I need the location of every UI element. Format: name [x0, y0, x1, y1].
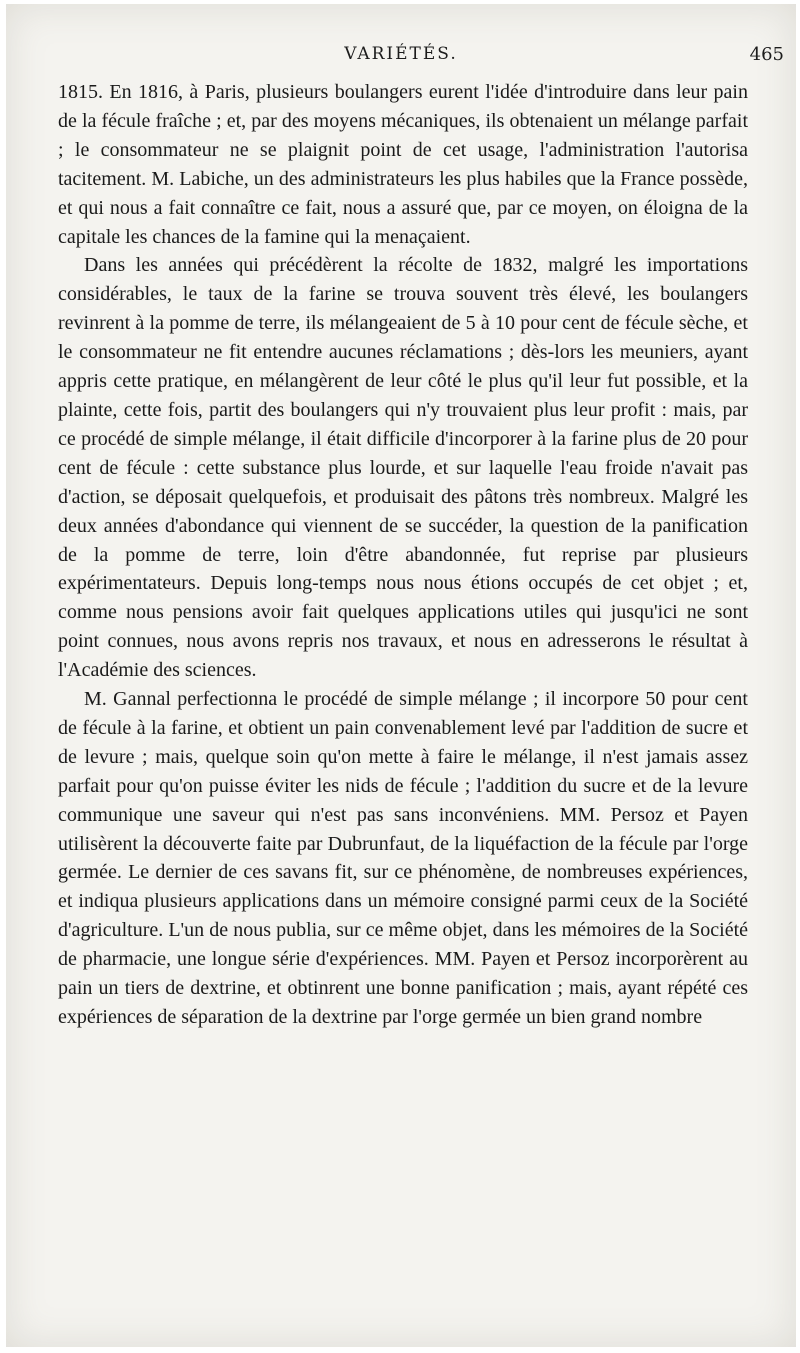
running-head: VARIÉTÉS. — [344, 44, 458, 64]
page-number: 465 — [749, 44, 784, 65]
paragraph-3: M. Gannal perfectionna le procédé de simple mélange ; il incorpore 50 pour cent de fécule à la farine, et obtient un pain convenablement levé par l'addition de sucre et de levure ; mais, quelque soin qu'on mette à faire le mélange, il n'est jamais assez parfait pour qu'on puisse éviter les nids de fécule ; l'addition du sucre et de la levure communique une saveur qui n'est pas sans inconvéniens. MM. Persoz et Payen utilisèrent la découverte faite par Dubrunfaut, de la liquéfaction de la fécule par l'orge germée. Le dernier de ces savans fit, sur ce phénomène, de nombreuses expériences, et indiqua plusieurs applications dans un mémoire consigné parmi ceux de la Société d'agriculture. L'un de nous publia, sur ce même objet, dans les mémoires de la Société de pharmacie, une longue série d'expériences. MM. Payen et Persoz incorporèrent au pain un tiers de dextrine, et obtinrent une bonne panification ; mais, ayant répété ces expériences de séparation de la dextrine par l'orge germée un bien grand nombre — [58, 688, 748, 1028]
paragraph-1: 1815. En 1816, à Paris, plusieurs boulangers eurent l'idée d'introduire dans leur pain de la fécule fraîche ; et, par des moyens mécaniques, ils obtenaient un mélange parfait ; le consommateur ne se plaignit point de cet usage, l'administration l'autorisa tacitement. M. Labiche, un des administrateurs les plus habiles que la France possède, et qui nous a fait connaître ce fait, nous a assuré que, par ce moyen, on éloigna de la capitale les chances de la famine qui la menaçaient. — [58, 81, 748, 248]
book-page — [6, 4, 796, 1347]
body-text — [58, 78, 748, 1032]
page-header — [6, 44, 796, 74]
paragraph-2: Dans les années qui précédèrent la récolte de 1832, malgré les importations considérables, le taux de la farine se trouva souvent très élevé, les boulangers revinrent à la pomme de terre, ils mélangeaient de 5 à 10 pour cent de fécule sèche, et le consommateur ne fit entendre aucunes réclamations ; dès-lors les meuniers, ayant appris cette pratique, en mélangèrent de leur côté le plus qu'il leur fut possible, et la plainte, cette fois, partit des boulangers qui n'y trouvaient plus leur profit : mais, par ce procédé de simple mélange, il était difficile d'incorporer à la farine plus de 20 pour cent de fécule : cette substance plus lourde, et sur laquelle l'eau froide n'avait pas d'action, se déposait quelquefois, et produisait des pâtons très nombreux. Malgré les deux années d'abondance qui viennent de se succéder, la question de la panification de la pomme de terre, loin d'être abandonnée, fut reprise par plusieurs expérimentateurs. Depuis long-temps nous nous étions occupés de cet objet ; et, comme nous pensions avoir fait quelques applications utiles qui jusqu'ici ne sont point connues, nous avons repris nos travaux, et nous en adresserons le résultat à l'Académie des sciences. — [58, 254, 748, 682]
